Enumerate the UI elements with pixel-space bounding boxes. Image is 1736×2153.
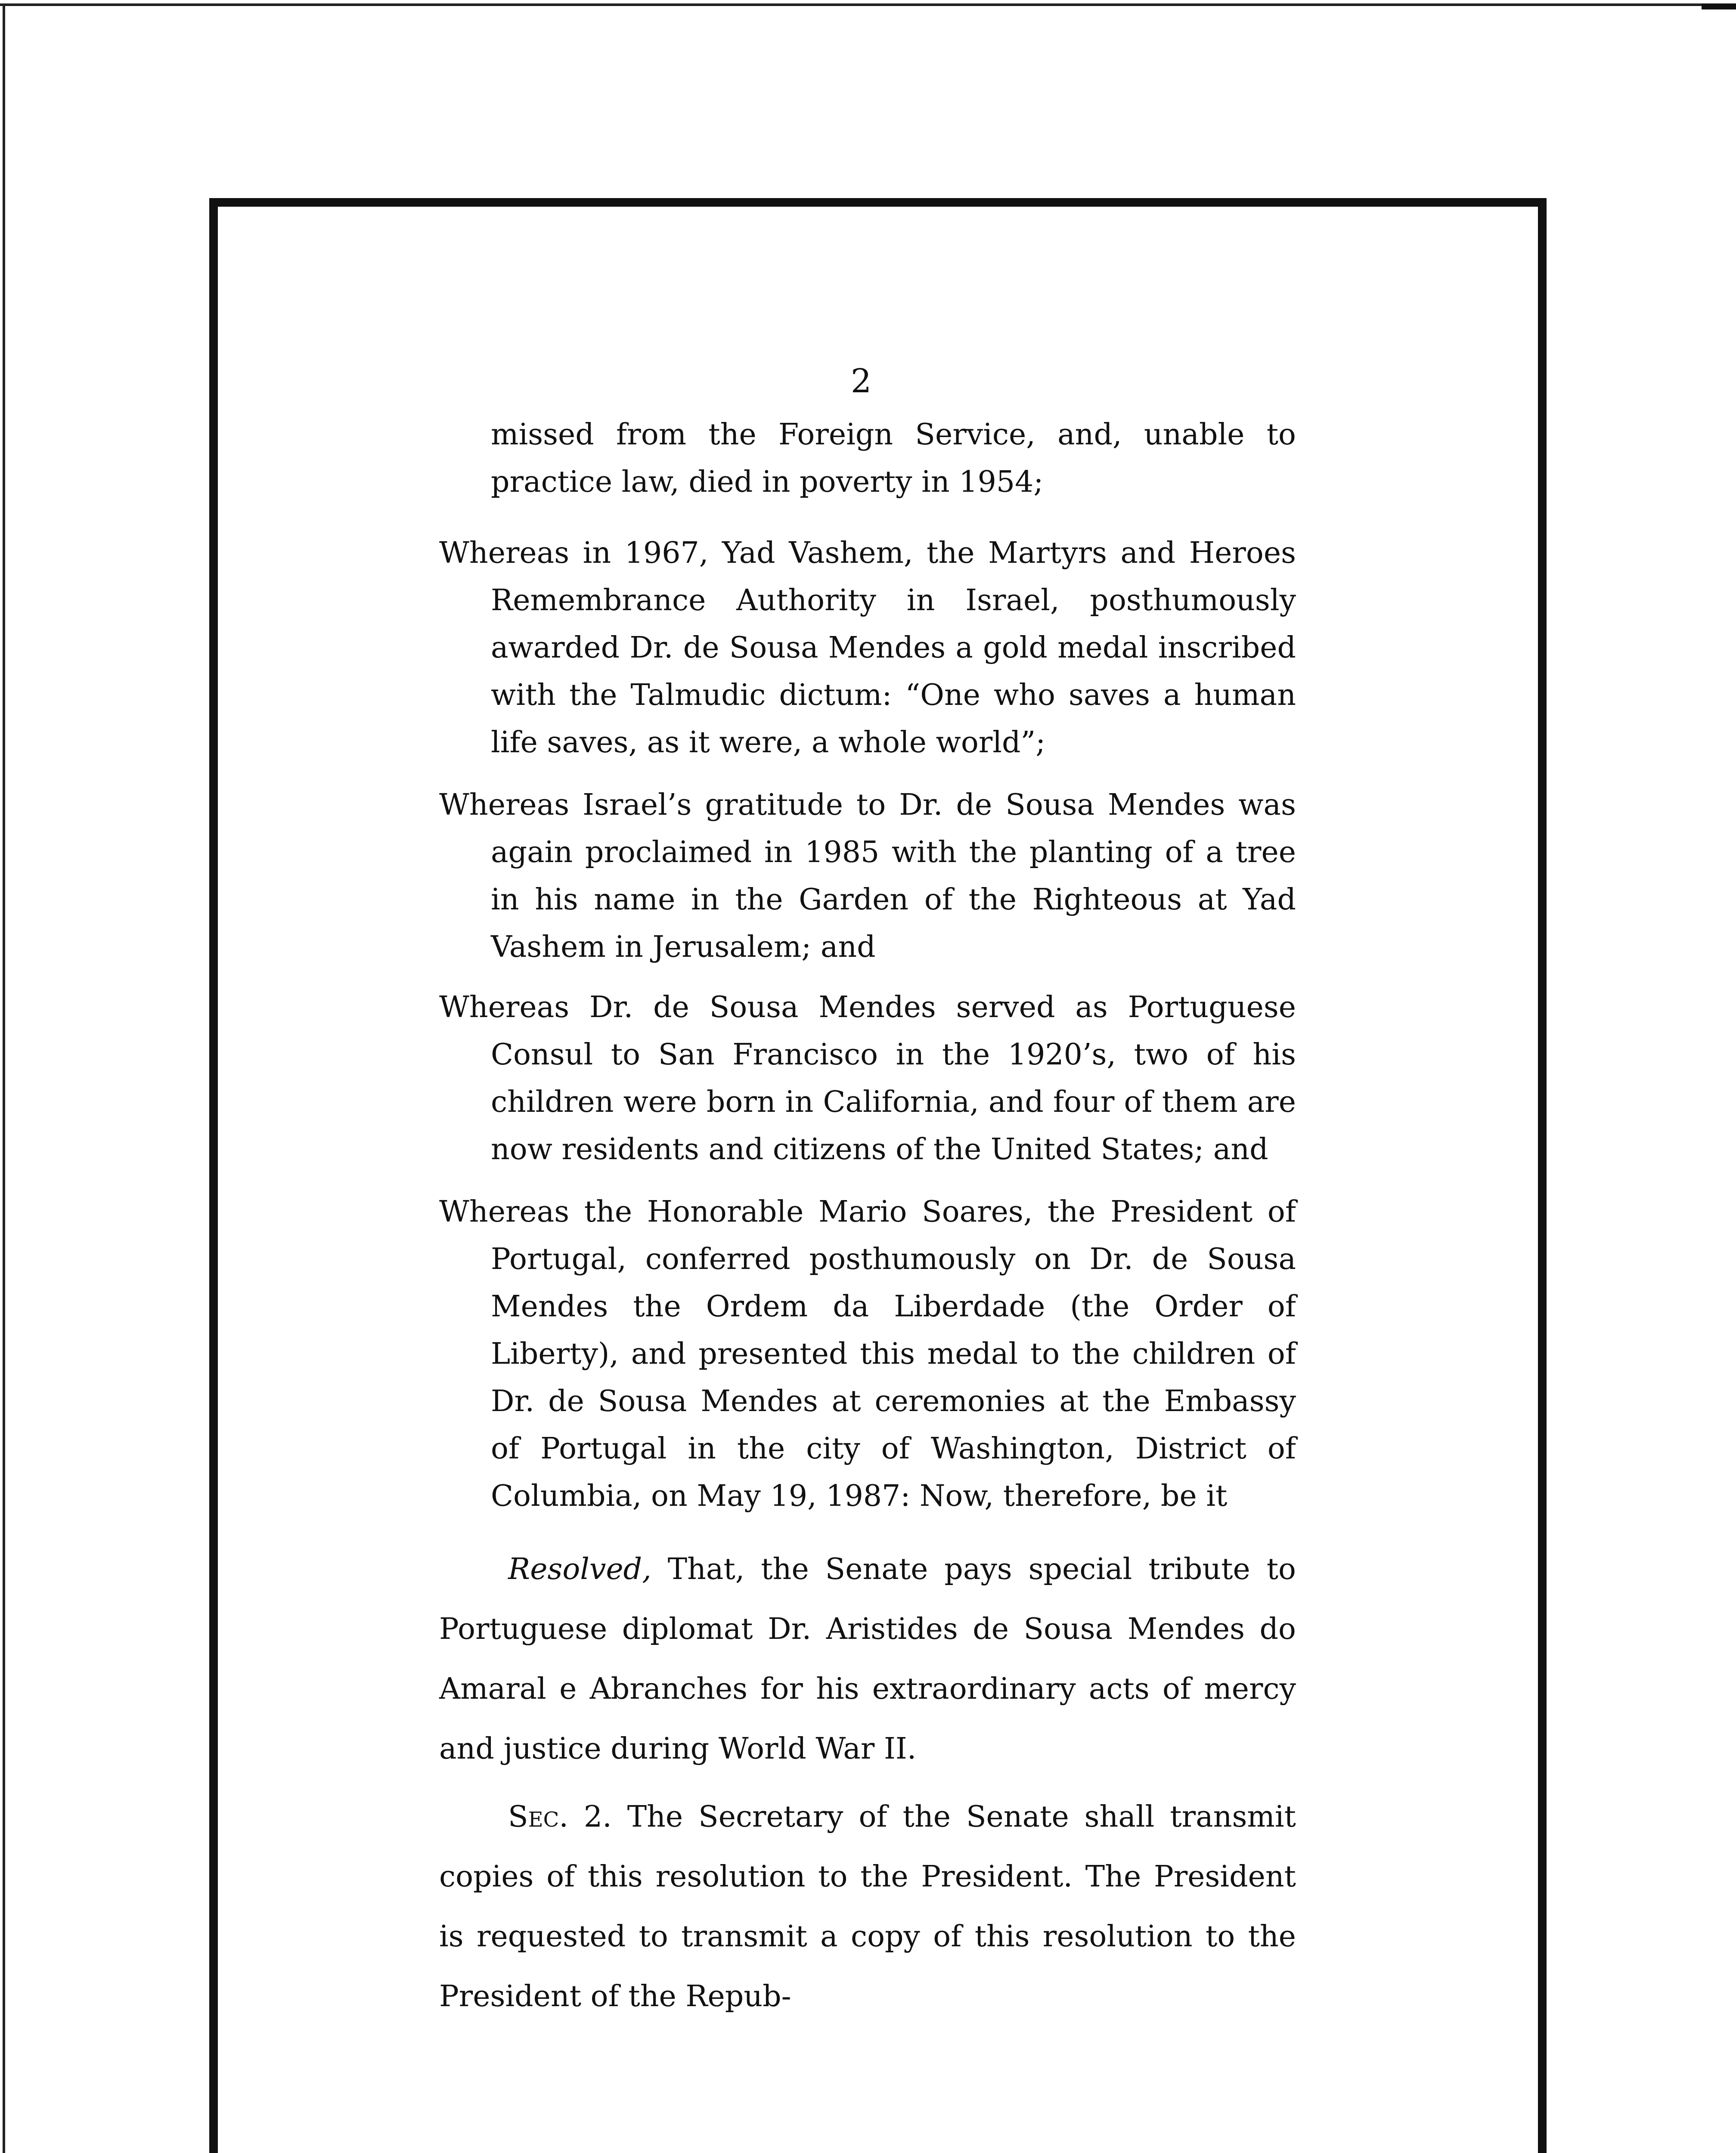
whereas-clause-1: Whereas in 1967, Yad Vashem, the Martyrs and Heroes Remembrance Authority in Israel, posthumously awarded Dr. de Sousa Mendes a gold medal inscribed with the Talmudic dictum: “One who saves a human life saves, as it were, a whole world”; [439, 536, 1296, 760]
resolved-paragraph [439, 1539, 1296, 1779]
resolved-lead: Resolved, [508, 1552, 651, 1586]
scan-corner-mark [1702, 3, 1736, 20]
page-number: 2 [850, 362, 872, 400]
whereas-clause-4: Whereas the Honorable Mario Soares, the President of Portugal, conferred posthumously on Dr. de Sousa Mendes the Ordem da Liberdade (the Order of Liberty), and presented this medal to the children of Dr. de Sousa Mendes at ceremonies at the Embassy of Portugal in the city of Washington, District of Columbia, on May 19, 1987: Now, therefore, be it [439, 1195, 1296, 1513]
continuation-paragraph: missed from the Foreign Service, and, unable to practice law, died in poverty in 1954; [491, 418, 1296, 499]
scan-edge-left [3, 4, 5, 2153]
resolved-text: That, the Senate pays special tribute to Portuguese diplomat Dr. Aristides de Sousa Mendes do Amaral e Abranches for his extraordinary acts of mercy and justice during World War II. [439, 1552, 1296, 1766]
section-2-text: The Secretary of the Senate shall transmit copies of this resolution to the President. The President is requested to transmit a copy of this resolution to the President of the Repub- [439, 1800, 1296, 2013]
section-2-paragraph [439, 1787, 1296, 2026]
whereas-clause-2: Whereas Israel’s gratitude to Dr. de Sousa Mendes was again proclaimed in 1985 with the planting of a tree in his name in the Garden of the Righteous at Yad Vashem in Jerusalem; and [439, 788, 1296, 964]
whereas-clause-3: Whereas Dr. de Sousa Mendes served as Portuguese Consul to San Francisco in the 1920’s, two of his children were born in California, and four of them are now residents and citizens of the United States; and [439, 990, 1296, 1166]
scan-edge-top [0, 3, 1705, 6]
section-2-lead: Sec. 2. [508, 1800, 612, 1834]
